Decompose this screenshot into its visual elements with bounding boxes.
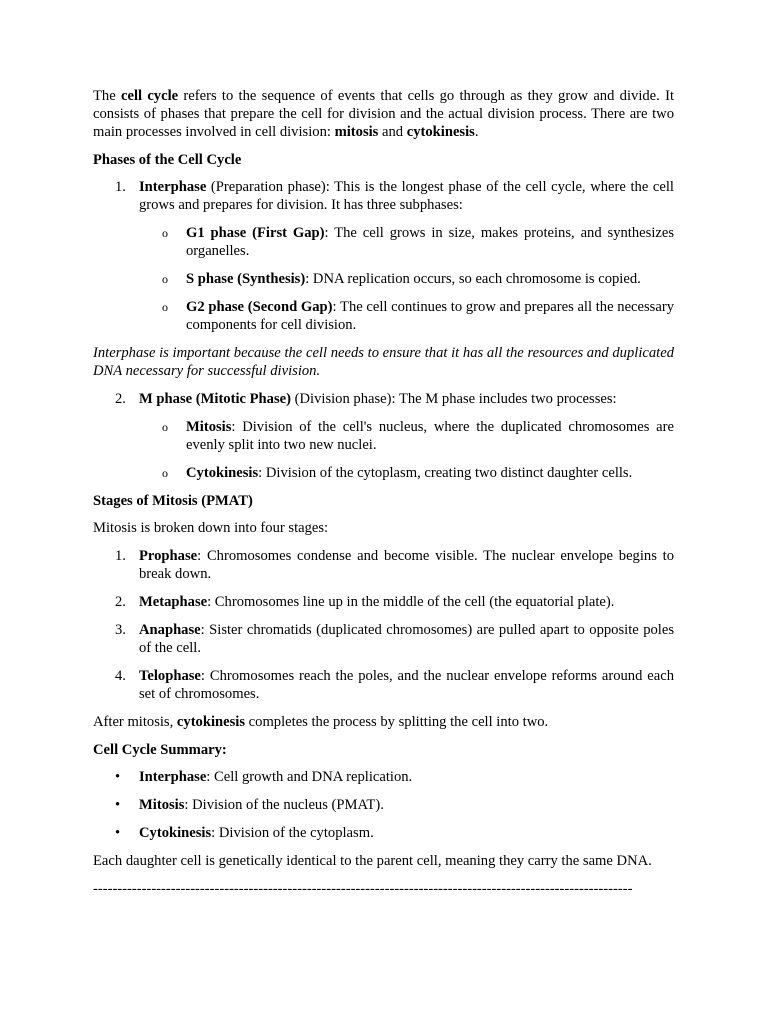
item-title: Interphase xyxy=(139,179,207,195)
list-item-anaphase xyxy=(93,621,674,657)
list-number: 2. xyxy=(115,391,126,407)
item-text: : Cell growth and DNA replication. xyxy=(206,769,413,785)
summary-item-cytokinesis xyxy=(93,824,674,842)
item-title: Mitosis xyxy=(139,797,185,813)
summary-item-mitosis xyxy=(93,796,674,814)
term-cell-cycle: cell cycle xyxy=(120,88,179,104)
item-text: : The cell grows in size, makes proteins, and synthesizes organelles. xyxy=(186,225,675,259)
list-item-telophase xyxy=(93,667,674,703)
sublist-bullet: o xyxy=(162,420,168,434)
intro-text: and xyxy=(378,124,407,140)
item-title: Mitosis xyxy=(186,419,232,435)
list-item-prophase xyxy=(93,547,674,583)
after-mitosis-paragraph xyxy=(93,713,674,731)
bullet-marker: • xyxy=(115,797,121,813)
list-number: 1. xyxy=(115,179,126,195)
item-text: : Division of the cytoplasm. xyxy=(211,825,374,841)
item-title: Anaphase xyxy=(139,622,201,638)
stages-intro: Mitosis is broken down into four stages: xyxy=(93,520,329,536)
list-number: 3. xyxy=(115,622,126,638)
summary-item-interphase xyxy=(93,768,674,786)
intro-text: . xyxy=(474,124,479,140)
summary-heading: Cell Cycle Summary: xyxy=(93,742,227,758)
item-text: : Chromosomes line up in the middle of the cell (the equatorial plate). xyxy=(207,594,615,610)
item-title: Prophase xyxy=(139,548,198,564)
dashed-separator: --------------------------------------------------------------------------------------------------------------- xyxy=(93,881,633,897)
item-text: : The cell continues to grow and prepares all the necessary components for cell division. xyxy=(186,299,674,333)
item-text: : Division of the cytoplasm, creating two distinct daughter cells. xyxy=(258,465,633,481)
paragraph-text: completes the process by splitting the cell into two. xyxy=(245,714,549,730)
stages-heading: Stages of Mitosis (PMAT) xyxy=(93,493,253,509)
intro-paragraph xyxy=(93,87,674,141)
item-text: : Chromosomes condense and become visible. The nuclear envelope begins to break down. xyxy=(139,548,674,582)
interphase-note: Interphase is important because the cell needs to ensure that it has all the resources and duplicated DNA necessary for successful division. xyxy=(93,345,674,379)
list-number: 4. xyxy=(115,668,126,684)
term-cytokinesis: cytokinesis xyxy=(406,124,475,140)
intro-text: The xyxy=(93,88,121,104)
sublist-item-mitosis xyxy=(93,418,674,454)
document-page xyxy=(93,87,674,898)
sublist-bullet: o xyxy=(162,300,168,314)
phases-heading: Phases of the Cell Cycle xyxy=(93,152,242,168)
list-number: 2. xyxy=(115,594,126,610)
item-title: G1 phase (First Gap) xyxy=(186,225,325,241)
sublist-bullet: o xyxy=(162,272,168,286)
sublist-bullet: o xyxy=(162,226,168,240)
item-title: Telophase xyxy=(139,668,201,684)
term-mitosis: mitosis xyxy=(334,124,379,140)
sublist-bullet: o xyxy=(162,466,168,480)
list-item-metaphase xyxy=(93,593,674,611)
item-text: : DNA replication occurs, so each chromosome is copied. xyxy=(305,271,641,287)
list-number: 1. xyxy=(115,548,126,564)
item-text: : Sister chromatids (duplicated chromosomes) are pulled apart to opposite poles of the cell. xyxy=(139,622,674,656)
sublist-item-g1 xyxy=(93,224,674,260)
item-title: M phase (Mitotic Phase) xyxy=(139,391,291,407)
item-title: S phase (Synthesis) xyxy=(186,271,306,287)
paragraph-text: After mitosis, xyxy=(93,714,177,730)
item-text: : Division of the cell's nucleus, where the duplicated chromosomes are evenly split into two new nuclei. xyxy=(186,419,674,453)
sublist-item-g2 xyxy=(93,298,674,334)
term-cytokinesis: cytokinesis xyxy=(176,714,246,730)
intro-text: refers to the sequence of events that cells go through as they grow and divide. It consists of phases that prepare the cell for division and the actual division process. There are two main processes involved in cell division: xyxy=(93,88,674,140)
item-text: (Division phase): The M phase includes two processes: xyxy=(291,391,617,407)
item-text: : Chromosomes reach the poles, and the nuclear envelope reforms around each set of chromosomes. xyxy=(139,668,674,702)
sublist-item-cytokinesis xyxy=(93,464,674,482)
sublist-item-s xyxy=(93,270,674,288)
item-title: Metaphase xyxy=(139,594,208,610)
item-title: Interphase xyxy=(139,769,207,785)
item-text: (Preparation phase): This is the longest phase of the cell cycle, where the cell grows and prepares for division. It has three subphases: xyxy=(139,179,674,213)
list-item-mphase xyxy=(93,390,674,408)
bullet-marker: • xyxy=(115,825,121,841)
closing-paragraph: Each daughter cell is genetically identical to the parent cell, meaning they carry the same DNA. xyxy=(93,853,652,869)
item-title: Cytokinesis xyxy=(186,465,259,481)
item-title: G2 phase (Second Gap) xyxy=(186,299,333,315)
list-item-interphase xyxy=(93,178,674,214)
item-title: Cytokinesis xyxy=(139,825,212,841)
bullet-marker: • xyxy=(115,769,121,785)
item-text: : Division of the nucleus (PMAT). xyxy=(184,797,384,813)
